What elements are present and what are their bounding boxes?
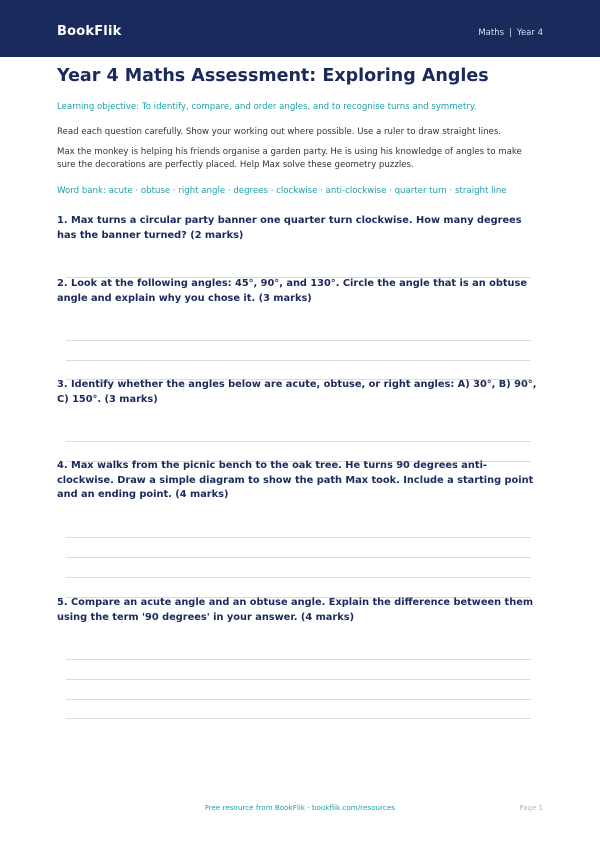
answer-line [66, 699, 531, 700]
answer-line [66, 577, 531, 578]
learning-objective: Learning objective: To identify, compare, and order angles, and to recognise turns and symmetry. [57, 102, 477, 112]
answer-line [66, 718, 531, 719]
answer-line [66, 659, 531, 660]
answer-line [66, 360, 531, 361]
page-number: Page 1 [519, 804, 543, 812]
brand-logo[interactable]: BookFlik [57, 24, 122, 39]
header-meta [478, 28, 543, 38]
subject-label: Maths [478, 28, 505, 38]
instructions-text: Read each question carefully. Show your working out where possible. Use a ruler to draw straight lines. [57, 127, 502, 137]
question-4: 4. Max walks from the picnic bench to the oak tree. He turns 90 degrees anti-clockwise. Draw a simple diagram to show the path Max took. Include a starting point and an ending point. (4 marks) [57, 460, 534, 500]
footer-credit[interactable]: Free resource from BookFlik · bookflik.com/resources [204, 803, 396, 812]
meta-separator: | [509, 28, 512, 38]
year-label: Year 4 [516, 28, 543, 38]
answer-line [66, 679, 531, 680]
question-3: 3. Identify whether the angles below are acute, obtuse, or right angles: A) 30°, B) 90°, C) 150°. (3 marks) [57, 379, 537, 405]
story-text: Max the monkey is helping his friends organise a garden party. He is using his knowledge of angles to make sure the decorations are perfectly placed. Help Max solve these geometry puzzles. [57, 147, 522, 170]
question-1: 1. Max turns a circular party banner one quarter turn clockwise. How many degrees has the banner turned? (2 marks) [57, 215, 522, 241]
word-bank: Word bank: acute · obtuse · right angle · degrees · clockwise · anti-clockwise · quarter turn · straight line [57, 186, 507, 196]
question-2: 2. Look at the following angles: 45°, 90°, and 130°. Circle the angle that is an obtuse angle and explain why you chose it. (3 marks) [57, 278, 527, 304]
answer-line [66, 441, 531, 442]
page-title: Year 4 Maths Assessment: Exploring Angles [57, 66, 489, 86]
header-bar [0, 0, 600, 57]
answer-line [66, 537, 531, 538]
answer-line [66, 340, 531, 341]
answer-line [66, 557, 531, 558]
question-5: 5. Compare an acute angle and an obtuse angle. Explain the difference between them using the term '90 degrees' in your answer. (4 marks) [57, 597, 534, 623]
